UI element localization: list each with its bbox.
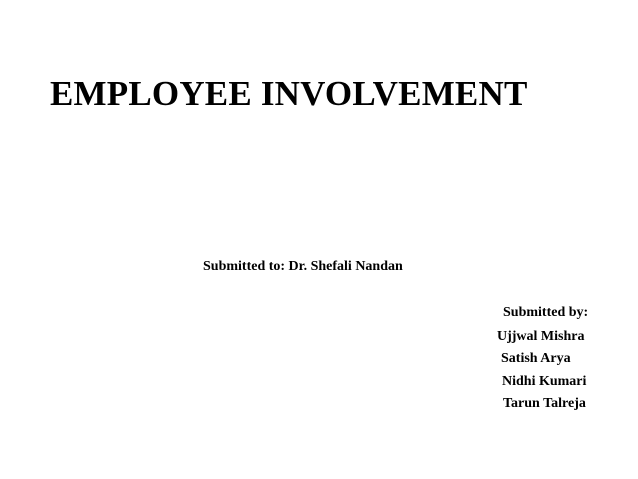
- slide-title: EMPLOYEE INVOLVEMENT: [50, 74, 528, 113]
- submitted-by-heading: Submitted by:: [503, 305, 589, 320]
- member-name: Tarun Talreja: [503, 396, 586, 411]
- member-name: Ujjwal Mishra: [497, 329, 585, 344]
- member-name: Satish Arya: [501, 351, 571, 366]
- member-name: Nidhi Kumari: [502, 374, 587, 389]
- submitted-to-text: Submitted to: Dr. Shefali Nandan: [203, 259, 403, 274]
